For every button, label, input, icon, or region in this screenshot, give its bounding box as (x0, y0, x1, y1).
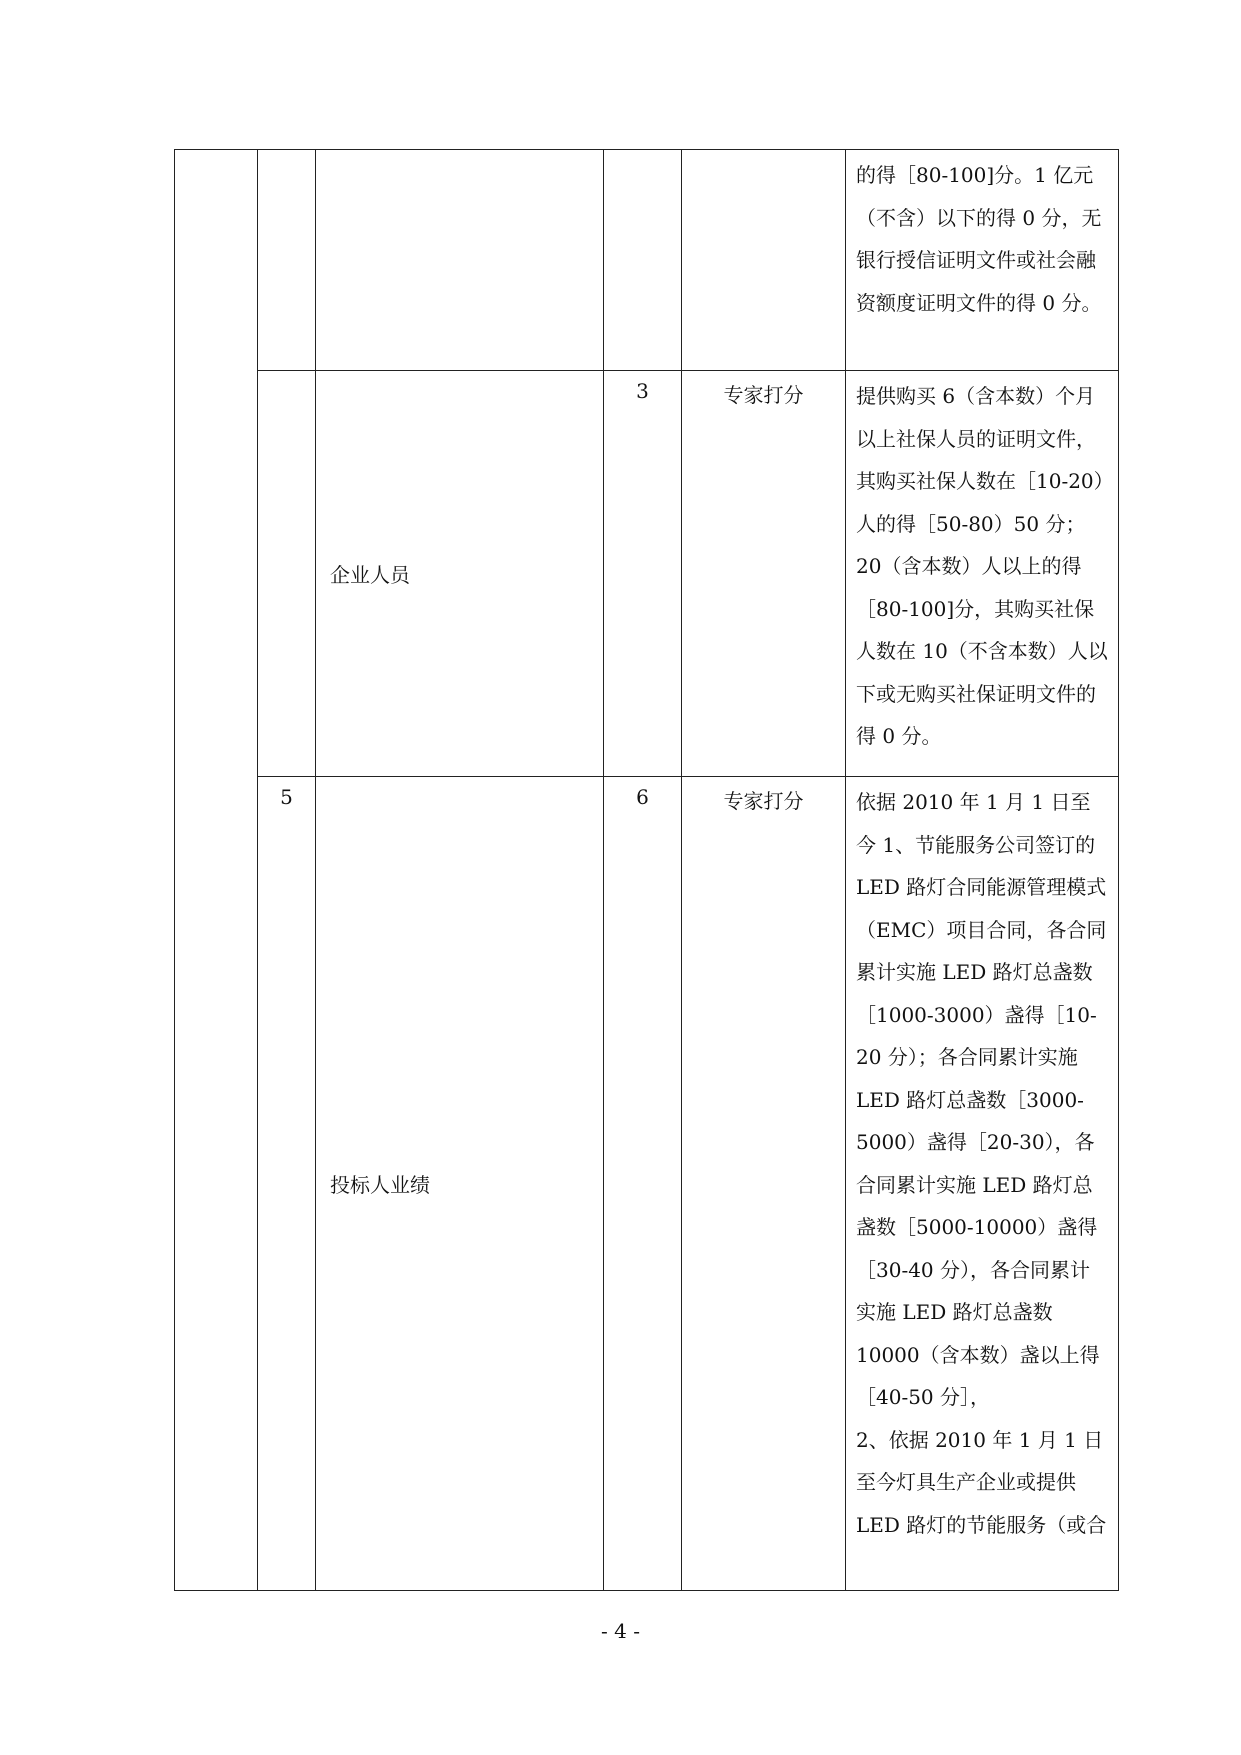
item-cell (316, 150, 604, 371)
criteria-text: 依据 2010 年 1 月 1 日至今 1、节能服务公司签订的 LED 路灯合同能源管理模式（EMC）项目合同，各合同累计实施 LED 路灯总盏数［1000-3000）盏得［10-20 分）；各合同累计实施 LED 路灯总盏数［3000-5000）盏得［20-30），各合同累计实施 LED 路灯总盏数［5000-10000）盏得［30-40 分），各合同累计实施 LED 路灯总盏数 10000（含本数）盏以上得［40-50 分］， (856, 790, 1107, 1409)
table-row (175, 777, 1119, 1591)
score-cell (604, 150, 682, 371)
criteria-cell (846, 777, 1119, 1591)
index-cell (258, 371, 316, 777)
index-cell: 5 (258, 777, 316, 1591)
method-cell: 专家打分 (682, 371, 846, 777)
index-cell (258, 150, 316, 371)
item-cell: 投标人业绩 (316, 777, 604, 1591)
category-cell (175, 150, 258, 1591)
criteria-cell (846, 371, 1119, 777)
table-row (175, 150, 1119, 371)
score-cell: 3 (604, 371, 682, 777)
criteria-text: 提供购买 6（含本数）个月以上社保人员的证明文件，其购买社保人数在［10-20）人的得［50-80）50 分； 20（含本数）人以上的得［80-100]分，其购买社保人数在 10（不含本数）人以下或无购买社保证明文件的得 0 分。 (856, 384, 1108, 748)
criteria-cell (846, 150, 1119, 371)
table-row (175, 371, 1119, 777)
scoring-table (174, 149, 1119, 1591)
method-cell: 专家打分 (682, 777, 846, 1591)
score-cell: 6 (604, 777, 682, 1591)
page-number: - 4 - (601, 1619, 640, 1643)
item-cell: 企业人员 (316, 371, 604, 777)
method-cell (682, 150, 846, 371)
criteria-text: 的得［80-100]分。1 亿元（不含）以下的得 0 分，无银行授信证明文件或社会融资额度证明文件的得 0 分。 (856, 163, 1102, 315)
criteria-text: 2、依据 2010 年 1 月 1 日至今灯具生产企业或提供 LED 路灯的节能服务（或合 (856, 1427, 1107, 1537)
